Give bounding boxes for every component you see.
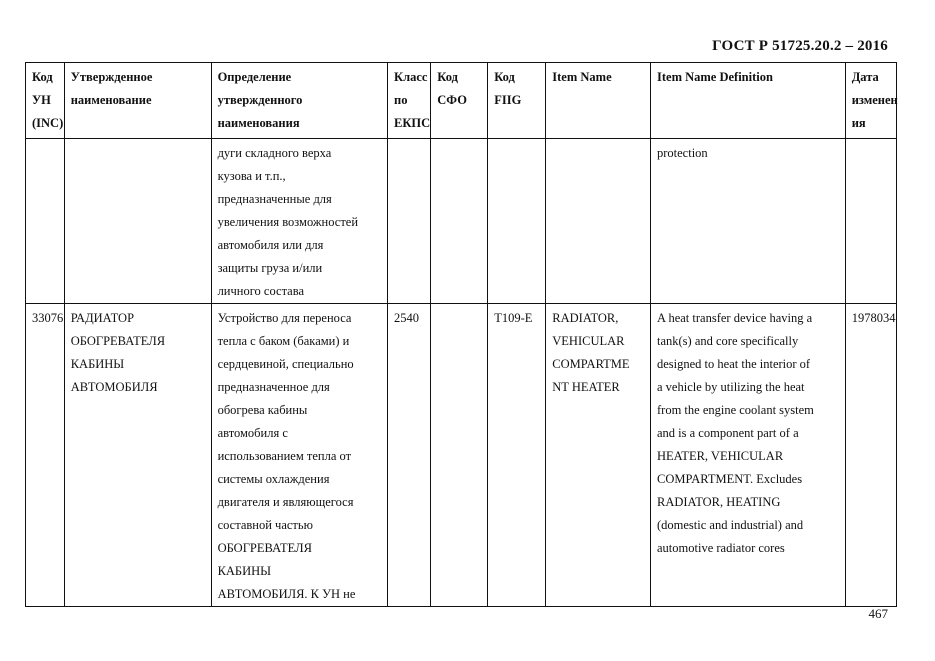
- header-item-name-definition: Item Name Definition: [651, 63, 846, 139]
- cell-item-name: RADIATOR, VEHICULAR COMPARTME NT HEATER: [546, 304, 651, 607]
- cell-inc: [26, 139, 65, 304]
- page-number: 467: [868, 606, 888, 621]
- cell-date: [845, 139, 896, 304]
- classification-table: [25, 62, 897, 607]
- cell-date: 1978034: [845, 304, 896, 607]
- header-definition: Определение утвержденного наименования: [211, 63, 387, 139]
- table-header-row: [26, 63, 897, 139]
- cell-inc: 33076: [26, 304, 65, 607]
- cell-sfo: [431, 139, 488, 304]
- table-row-33076: [26, 304, 897, 607]
- cell-class-ekps: 2540: [388, 304, 431, 607]
- cell-definition: Устройство для переноса тепла с баком (баками) и сердцевиной, специально предназначенное для обогрева кабины автомобиля с использованием тепла от системы охлаждения двигателя и являющегося составной частью ОБОГРЕВАТЕЛЯ КАБИНЫ АВТОМОБИЛЯ. К УН не: [211, 304, 387, 607]
- cell-class-ekps: [388, 139, 431, 304]
- cell-item-name-definition: A heat transfer device having a tank(s) and core specifically designed to heat the interior of a vehicle by utilizing the heat from the engine coolant system and is a component part of a HEATER, VEHICULAR COMPARTMENT. Excludes RADIATOR, HEATING (domestic and industrial) and automotive radiator cores: [651, 304, 846, 607]
- cell-approved-name: РАДИАТОР ОБОГРЕВАТЕЛЯ КАБИНЫ АВТОМОБИЛЯ: [64, 304, 211, 607]
- cell-fiig: T109-E: [488, 304, 546, 607]
- header-inc: Код УН (INC): [26, 63, 65, 139]
- document-standard-code: ГОСТ Р 51725.20.2 – 2016: [712, 38, 888, 54]
- header-class-ekps: Класс по ЕКПС: [388, 63, 431, 139]
- header-date: Дата изменен ия: [845, 63, 896, 139]
- header-item-name: Item Name: [546, 63, 651, 139]
- cell-fiig: [488, 139, 546, 304]
- cell-item-name: [546, 139, 651, 304]
- header-approved-name: Утвержденное наименование: [64, 63, 211, 139]
- cell-approved-name: [64, 139, 211, 304]
- cell-item-name-definition: protection: [651, 139, 846, 304]
- header-fiig: Код FIIG: [488, 63, 546, 139]
- cell-definition: дуги складного верха кузова и т.п., предназначенные для увеличения возможностей автомобиля или для защиты груза и/или личного состава: [211, 139, 387, 304]
- table-row-continuation: [26, 139, 897, 304]
- cell-sfo: [431, 304, 488, 607]
- header-sfo: Код СФО: [431, 63, 488, 139]
